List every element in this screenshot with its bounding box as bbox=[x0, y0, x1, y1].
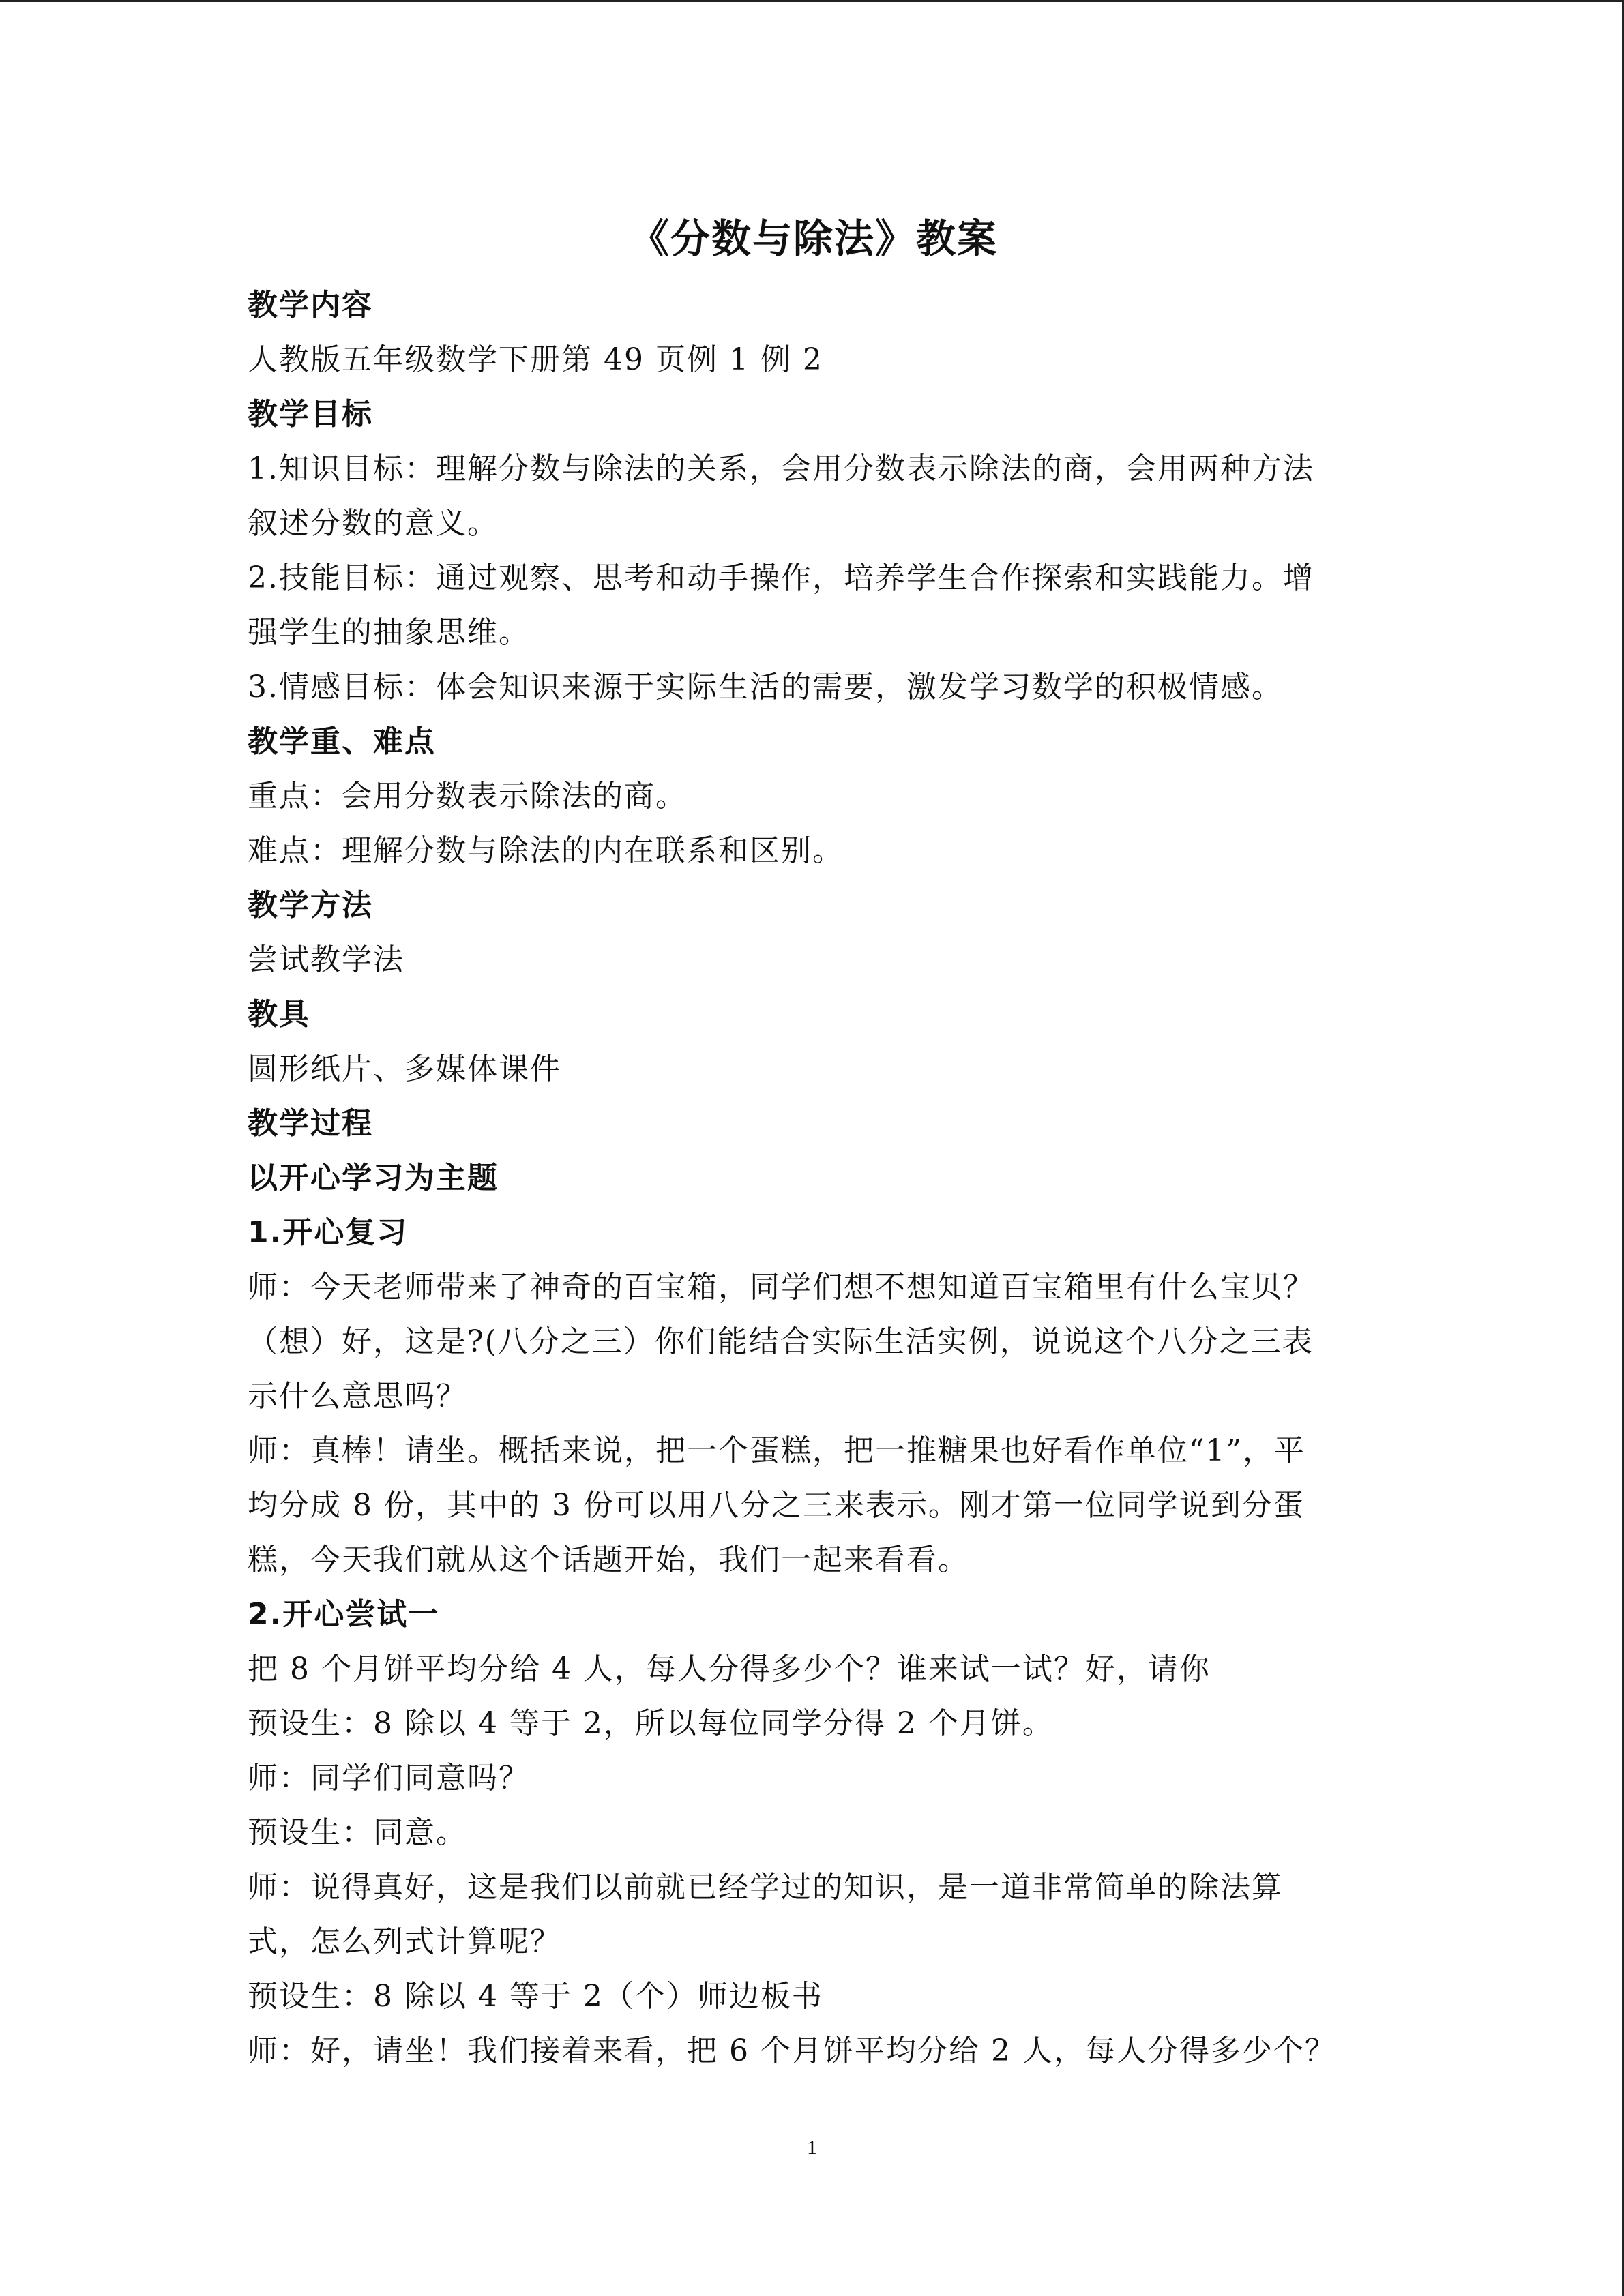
section-heading: 教学方法 bbox=[248, 888, 373, 923]
section-heading: 教学内容 bbox=[248, 288, 373, 323]
section-heading: 以开心学习为主题 bbox=[248, 1161, 499, 1195]
page-number: 1 bbox=[807, 2136, 817, 2159]
text-line: 师：同学们同意吗？ bbox=[248, 1761, 530, 1795]
text-line: 圆形纸片、多媒体课件 bbox=[248, 1052, 561, 1086]
text-line: （想）好，这是?(八分之三）你们能结合实际生活实例，说说这个八分之三表 bbox=[248, 1324, 1314, 1359]
text-line: 人教版五年级数学下册第 49 页例 1 例 2 bbox=[248, 342, 823, 377]
section-heading: 2.开心尝试一 bbox=[248, 1597, 440, 1632]
text-line: 3.情感目标：体会知识来源于实际生活的需要，激发学习数学的积极情感。 bbox=[248, 670, 1283, 704]
text-line: 重点：会用分数表示除法的商。 bbox=[248, 779, 687, 814]
text-line: 难点：理解分数与除法的内在联系和区别。 bbox=[248, 833, 844, 868]
text-line: 示什么意思吗？ bbox=[248, 1379, 467, 1414]
text-line: 式，怎么列式计算呢？ bbox=[248, 1924, 561, 1959]
text-line: 强学生的抽象思维。 bbox=[248, 615, 530, 650]
text-line: 预设生：8 除以 4 等于 2，所以每位同学分得 2 个月饼。 bbox=[248, 1706, 1054, 1741]
text-line: 均分成 8 份，其中的 3 份可以用八分之三来表示。刚才第一位同学说到分蛋 bbox=[248, 1488, 1305, 1523]
section-heading: 教具 bbox=[248, 997, 310, 1032]
text-line: 预设生：8 除以 4 等于 2（个）师边板书 bbox=[248, 1979, 823, 2014]
document-body bbox=[248, 205, 1380, 2078]
text-line: 预设生：同意。 bbox=[248, 1815, 467, 1850]
document-title: 《分数与除法》教案 bbox=[629, 215, 998, 262]
text-line: 糕，今天我们就从这个话题开始，我们一起来看看。 bbox=[248, 1542, 969, 1577]
text-line: 师：好，请坐！我们接着来看，把 6 个月饼平均分给 2 人，每人分得多少个？ bbox=[248, 2033, 1336, 2068]
text-line: 师：真棒！请坐。概括来说，把一个蛋糕，把一推糖果也好看作单位“1”，平 bbox=[248, 1433, 1305, 1468]
text-line: 师：说得真好，这是我们以前就已经学过的知识，是一道非常简单的除法算 bbox=[248, 1870, 1283, 1905]
text-line: 师：今天老师带来了神奇的百宝箱，同学们想不想知道百宝箱里有什么宝贝？ bbox=[248, 1270, 1314, 1304]
text-line: 叙述分数的意义。 bbox=[248, 506, 499, 541]
text-line: 2.技能目标：通过观察、思考和动手操作，培养学生合作探索和实践能力。增 bbox=[248, 561, 1314, 595]
section-heading: 教学重、难点 bbox=[248, 724, 436, 759]
section-heading: 教学过程 bbox=[248, 1106, 373, 1141]
text-line: 把 8 个月饼平均分给 4 人，每人分得多少个？谁来试一试？好，请你 bbox=[248, 1652, 1211, 1686]
text-line: 尝试教学法 bbox=[248, 942, 404, 977]
section-heading: 1.开心复习 bbox=[248, 1215, 409, 1250]
page-top-border bbox=[0, 0, 1624, 2]
text-line: 1.知识目标：理解分数与除法的关系，会用分数表示除法的商，会用两种方法 bbox=[248, 451, 1314, 486]
section-heading: 教学目标 bbox=[248, 397, 373, 432]
document-lines bbox=[248, 278, 1380, 2078]
